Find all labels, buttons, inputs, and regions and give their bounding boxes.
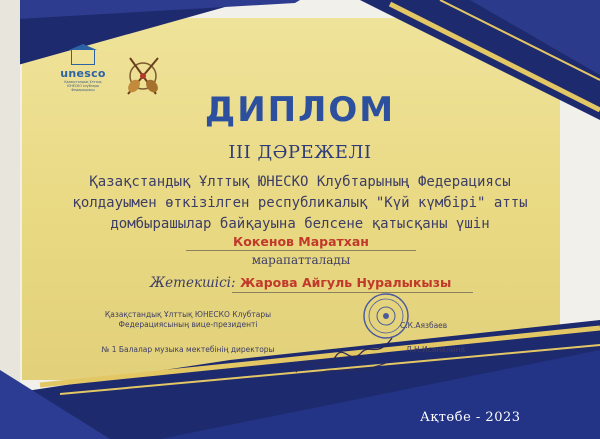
signatory-2-name: Л.Н.Исаналина bbox=[406, 345, 466, 354]
city-year: Ақтөбе - 2023 bbox=[420, 410, 521, 425]
body-line-1: Қазақстандық Ұлттық ЮНЕСКО Клубтарының Федерациясы bbox=[89, 174, 511, 190]
signatory-1-title bbox=[88, 310, 288, 330]
diploma-title: ДИПЛОМ bbox=[204, 90, 396, 130]
signatory-1-line-2: Федерациясының вице-президенті bbox=[118, 320, 258, 329]
signatory-1-name: С.К.Аязбаев bbox=[400, 321, 448, 330]
diploma-body bbox=[70, 172, 530, 235]
official-stamp bbox=[362, 292, 410, 340]
unesco-caption-2: ЮНЕСКО клубтары bbox=[66, 84, 100, 88]
awardee-name: Кокенов Маратхан bbox=[186, 234, 416, 251]
mentor-name: Жарова Айгуль Нуралыкызы bbox=[232, 275, 473, 293]
signatory-1-line-1: Қазақстандық Ұлттық ЮНЕСКО Клубтары bbox=[104, 310, 272, 319]
unesco-caption-3: Федерациясы bbox=[71, 88, 95, 92]
diploma-degree: III ДӘРЕЖЕЛІ bbox=[228, 142, 372, 163]
unesco-caption-1: Қазақстандық Ұлттық bbox=[64, 80, 102, 84]
awarded-text: марапатталады bbox=[251, 253, 351, 267]
body-line-3: домбырашылар байқауына белсене қатысқаны үшін bbox=[110, 216, 490, 232]
unesco-temple-icon bbox=[71, 50, 95, 65]
body-line-2: қолдауымен өткізілген республикалық "Күй күмбірі" атты bbox=[72, 195, 528, 211]
unesco-logo bbox=[56, 50, 110, 92]
unesco-word: unesco bbox=[60, 67, 106, 80]
mentor-label: Жетекшісі: bbox=[150, 275, 236, 291]
signatory-2-title: № 1 Балалар музыка мектебінің директоры bbox=[101, 345, 275, 354]
